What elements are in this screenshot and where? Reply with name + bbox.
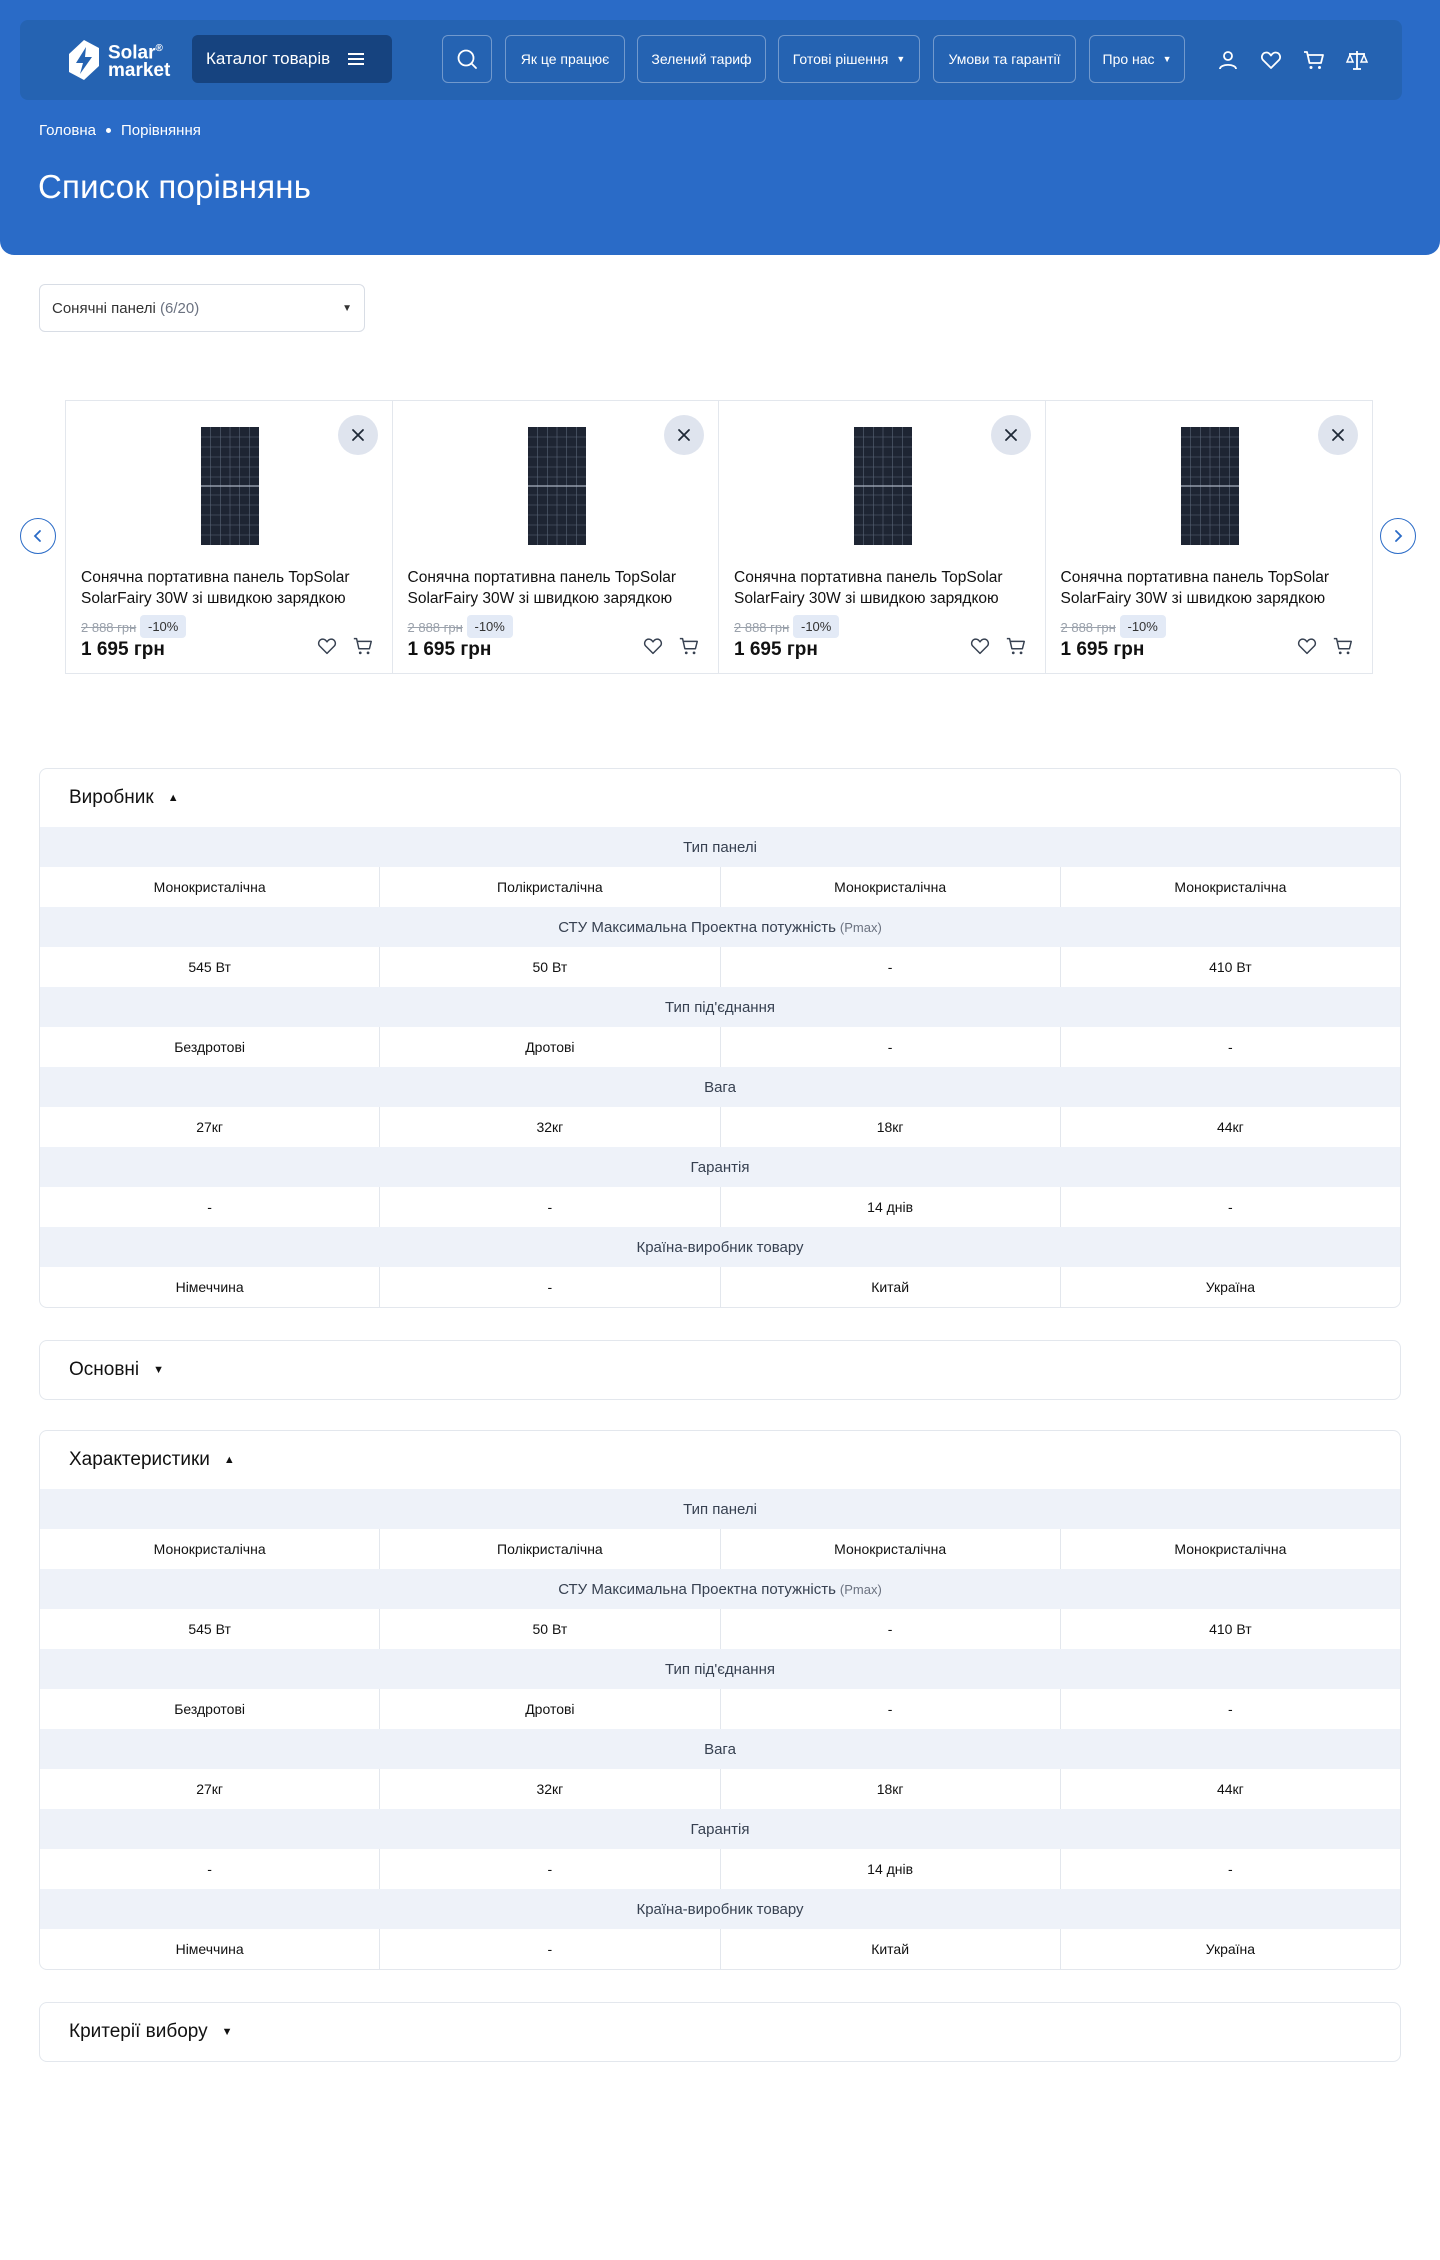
logo-icon <box>66 39 102 81</box>
spec-value-cell: Полікристалічна <box>380 867 720 907</box>
spec-values-row <box>40 867 1400 907</box>
spec-values-row <box>40 1267 1400 1307</box>
spec-name-row <box>40 1889 1400 1929</box>
spec-name-row <box>40 1227 1400 1267</box>
spec-name: Країна-виробник товару <box>636 1238 804 1256</box>
spec-value-cell: 545 Вт <box>40 1609 380 1649</box>
spec-value-cell: - <box>1228 1861 1233 1877</box>
spec-name: СТУ Максимальна Проектна потужність <box>558 1580 836 1598</box>
accordion-section <box>39 1430 1401 1970</box>
spec-value-cell: Німеччина <box>40 1267 380 1307</box>
spec-value-cell: Бездротові <box>40 1027 380 1067</box>
spec-name-row <box>40 1147 1400 1187</box>
spec-name: Тип під'єднання <box>665 1660 775 1678</box>
spec-values-row <box>40 1107 1400 1147</box>
spec-value-cell: Монокристалічна <box>40 1529 380 1569</box>
chevron-right-icon <box>1391 529 1405 543</box>
spec-value-cell: - <box>721 1689 1061 1729</box>
spec-value-cell: Китай <box>721 1267 1061 1307</box>
product-title[interactable]: Сонячна портативна панель TopSolar SolarFairy 30W зі швидкою зарядкою <box>734 569 1003 607</box>
spec-name: Тип панелі <box>683 1500 757 1518</box>
chevron-down-icon: ▼ <box>153 1364 165 1376</box>
close-icon <box>351 428 365 442</box>
solar-panel-image[interactable] <box>1181 427 1239 545</box>
spec-values-row <box>40 947 1400 987</box>
discount-badge: -10% <box>793 615 839 638</box>
product-price: 1 695 грн <box>734 639 818 660</box>
nav-terms-warranty[interactable] <box>933 35 1076 83</box>
chevron-down-icon: ▼ <box>221 2026 233 2038</box>
spec-value-cell: Україна <box>1205 1941 1256 1957</box>
old-price: 2 888 грн <box>734 620 790 635</box>
spec-name-row <box>40 907 1400 947</box>
spec-value-cell: - <box>380 1267 720 1307</box>
spec-value-cell: - <box>1228 1039 1233 1055</box>
spec-value-cell: Монокристалічна <box>1174 1541 1287 1557</box>
spec-value-cell: 44кг <box>1216 1781 1244 1797</box>
spec-value-cell: Бездротові <box>40 1689 380 1729</box>
accordion-title: Критерії вибору <box>69 2021 208 2042</box>
spec-name-row <box>40 1809 1400 1849</box>
product-title[interactable]: Сонячна портативна панель TopSolar SolarFairy 30W зі швидкою зарядкою <box>407 569 677 607</box>
product-carousel <box>65 400 1373 674</box>
spec-value-cell: 410 Вт <box>1209 959 1252 975</box>
category-select[interactable] <box>39 284 365 332</box>
search-button[interactable] <box>442 35 492 83</box>
spec-name: Гарантія <box>690 1820 750 1838</box>
old-price: 2 888 грн <box>81 620 137 635</box>
spec-value-cell: 18кг <box>721 1107 1061 1147</box>
chevron-up-icon: ▲ <box>223 1454 235 1466</box>
hero-header <box>0 0 1440 255</box>
spec-value-cell: Монокристалічна <box>721 1529 1061 1569</box>
top-navbar <box>20 20 1402 100</box>
spec-unit: (Pmax) <box>839 919 882 935</box>
chevron-down-icon: ▼ <box>896 54 906 64</box>
discount-badge: -10% <box>140 615 186 638</box>
spec-name: Вага <box>704 1078 736 1096</box>
spec-name: Вага <box>704 1740 736 1758</box>
spec-values-row <box>40 1769 1400 1809</box>
menu-icon <box>348 53 364 65</box>
page-title: Список порівнянь <box>38 168 312 205</box>
spec-values-row <box>40 1609 1400 1649</box>
nav-label: Як це працює <box>520 51 610 67</box>
spec-name-row <box>40 1649 1400 1689</box>
spec-value-cell: 50 Вт <box>380 1609 720 1649</box>
nav-label: Умови та гарантії <box>948 51 1061 67</box>
nav-ready-solutions[interactable] <box>778 35 920 83</box>
product-title[interactable]: Сонячна портативна панель TopSolar SolarFairy 30W зі швидкою зарядкою <box>81 569 350 607</box>
spec-value-cell: Китай <box>721 1929 1061 1969</box>
remove-from-compare-button[interactable] <box>338 415 378 455</box>
spec-name: Тип панелі <box>683 838 757 856</box>
breadcrumb-separator <box>106 128 111 133</box>
spec-value-cell: 27кг <box>40 1769 380 1809</box>
spec-value-cell: - <box>1228 1199 1233 1215</box>
product-card <box>66 401 393 673</box>
spec-name: Тип під'єднання <box>665 998 775 1016</box>
carousel-next-button[interactable] <box>1380 518 1416 554</box>
accordion-header[interactable] <box>40 1341 1400 1399</box>
spec-name-row <box>40 827 1400 867</box>
product-price: 1 695 грн <box>1060 639 1145 660</box>
spec-values-row <box>40 1529 1400 1569</box>
carousel-prev-button[interactable] <box>20 518 56 554</box>
spec-value-cell: Полікристалічна <box>380 1529 720 1569</box>
logo[interactable] <box>66 36 170 84</box>
accordion-header[interactable] <box>40 769 1400 827</box>
product-card <box>1046 401 1373 673</box>
nav-green-tariff[interactable] <box>637 35 766 83</box>
catalog-button[interactable] <box>192 35 392 83</box>
breadcrumb <box>39 122 201 139</box>
accordion-section <box>39 2002 1401 2062</box>
discount-badge: -10% <box>467 615 513 638</box>
spec-value-cell: 32кг <box>380 1107 720 1147</box>
nav-label: Про нас <box>1102 51 1155 67</box>
heart-icon[interactable] <box>642 635 664 657</box>
old-price: 2 888 грн <box>407 620 463 635</box>
spec-name: Гарантія <box>690 1158 750 1176</box>
chevron-down-icon: ▼ <box>342 302 352 314</box>
search-icon <box>455 47 479 71</box>
discount-badge: -10% <box>1120 615 1166 638</box>
product-price: 1 695 грн <box>407 639 492 660</box>
cart-icon[interactable] <box>1005 635 1027 657</box>
spec-value-cell: 32кг <box>380 1769 720 1809</box>
compare-icon[interactable] <box>1345 48 1369 72</box>
spec-value-cell: Дротові <box>380 1027 720 1067</box>
product-card <box>719 401 1046 673</box>
nav-how-it-works[interactable] <box>505 35 625 83</box>
breadcrumb-home[interactable]: Головна <box>39 122 96 139</box>
accordion-section <box>39 1340 1401 1400</box>
chevron-up-icon: ▲ <box>167 792 179 804</box>
spec-value-cell: 14 днів <box>721 1187 1061 1227</box>
spec-name-row <box>40 1569 1400 1609</box>
chevron-down-icon: ▼ <box>1162 54 1172 64</box>
spec-value-cell: Дротові <box>380 1689 720 1729</box>
cart-icon[interactable] <box>352 635 374 657</box>
close-icon <box>677 428 691 442</box>
spec-value-cell: - <box>721 1609 1061 1649</box>
spec-value-cell: - <box>721 1027 1061 1067</box>
spec-value-cell: - <box>40 1187 380 1227</box>
spec-values-row <box>40 1027 1400 1067</box>
nav-about[interactable] <box>1089 35 1185 83</box>
spec-value-cell: Німеччина <box>40 1929 380 1969</box>
spec-value-cell: - <box>380 1849 720 1889</box>
spec-value-cell: - <box>380 1929 720 1969</box>
remove-from-compare-button[interactable] <box>1318 415 1358 455</box>
spec-name: СТУ Максимальна Проектна потужність <box>558 918 836 936</box>
spec-value-cell: 44кг <box>1216 1119 1244 1135</box>
spec-values-row <box>40 1929 1400 1969</box>
breadcrumb-current: Порівняння <box>121 122 201 139</box>
spec-value-cell: - <box>721 947 1061 987</box>
catalog-label: Каталог товарів <box>206 49 331 68</box>
spec-value-cell: 14 днів <box>721 1849 1061 1889</box>
accordion-title: Основні <box>69 1359 140 1380</box>
spec-name: Країна-виробник товару <box>636 1900 804 1918</box>
spec-values-row <box>40 1849 1400 1889</box>
spec-value-cell: 50 Вт <box>380 947 720 987</box>
spec-name-row <box>40 1729 1400 1769</box>
spec-value-cell: - <box>1228 1701 1233 1717</box>
accordion-header[interactable] <box>40 1431 1400 1489</box>
spec-value-cell: Монокристалічна <box>721 867 1061 907</box>
category-select-value: Сонячні панелі (6/20) <box>52 299 200 317</box>
product-card <box>393 401 720 673</box>
close-icon <box>1331 428 1345 442</box>
solar-panel-image[interactable] <box>528 427 586 545</box>
spec-value-cell: - <box>40 1849 380 1889</box>
spec-values-row <box>40 1689 1400 1729</box>
spec-name-row <box>40 987 1400 1027</box>
product-price: 1 695 грн <box>81 639 165 660</box>
solar-panel-image[interactable] <box>854 427 912 545</box>
nav-label: Готові рішення <box>792 51 889 67</box>
logo-text: Solar® market <box>108 42 171 82</box>
spec-value-cell: Монокристалічна <box>40 867 380 907</box>
spec-value-cell: - <box>380 1187 720 1227</box>
product-title[interactable]: Сонячна портативна панель TopSolar SolarFairy 30W зі швидкою зарядкою <box>1060 569 1330 607</box>
cart-icon[interactable] <box>1332 635 1354 657</box>
cart-icon[interactable] <box>1302 48 1326 72</box>
accordion-title: Характеристики <box>69 1449 210 1470</box>
spec-value-cell: 410 Вт <box>1209 1621 1252 1637</box>
spec-name-row <box>40 1067 1400 1107</box>
user-icon[interactable] <box>1216 48 1240 72</box>
remove-from-compare-button[interactable] <box>991 415 1031 455</box>
spec-value-cell: Україна <box>1205 1279 1256 1295</box>
accordion-section <box>39 768 1401 1308</box>
heart-icon[interactable] <box>1259 48 1283 72</box>
spec-value-cell: Монокристалічна <box>1174 879 1287 895</box>
accordion-title: Виробник <box>69 787 154 808</box>
spec-value-cell: 18кг <box>721 1769 1061 1809</box>
close-icon <box>1004 428 1018 442</box>
chevron-left-icon <box>31 529 45 543</box>
remove-from-compare-button[interactable] <box>664 415 704 455</box>
heart-icon[interactable] <box>1296 635 1318 657</box>
accordion-header[interactable] <box>40 2003 1400 2061</box>
nav-label: Зелений тариф <box>651 51 752 67</box>
spec-name-row <box>40 1489 1400 1529</box>
heart-icon[interactable] <box>969 635 991 657</box>
spec-unit: (Pmax) <box>839 1581 882 1597</box>
spec-values-row <box>40 1187 1400 1227</box>
cart-icon[interactable] <box>678 635 700 657</box>
spec-value-cell: 27кг <box>40 1107 380 1147</box>
heart-icon[interactable] <box>316 635 338 657</box>
old-price: 2 888 грн <box>1060 620 1116 635</box>
solar-panel-image[interactable] <box>201 427 259 545</box>
spec-value-cell: 545 Вт <box>40 947 380 987</box>
